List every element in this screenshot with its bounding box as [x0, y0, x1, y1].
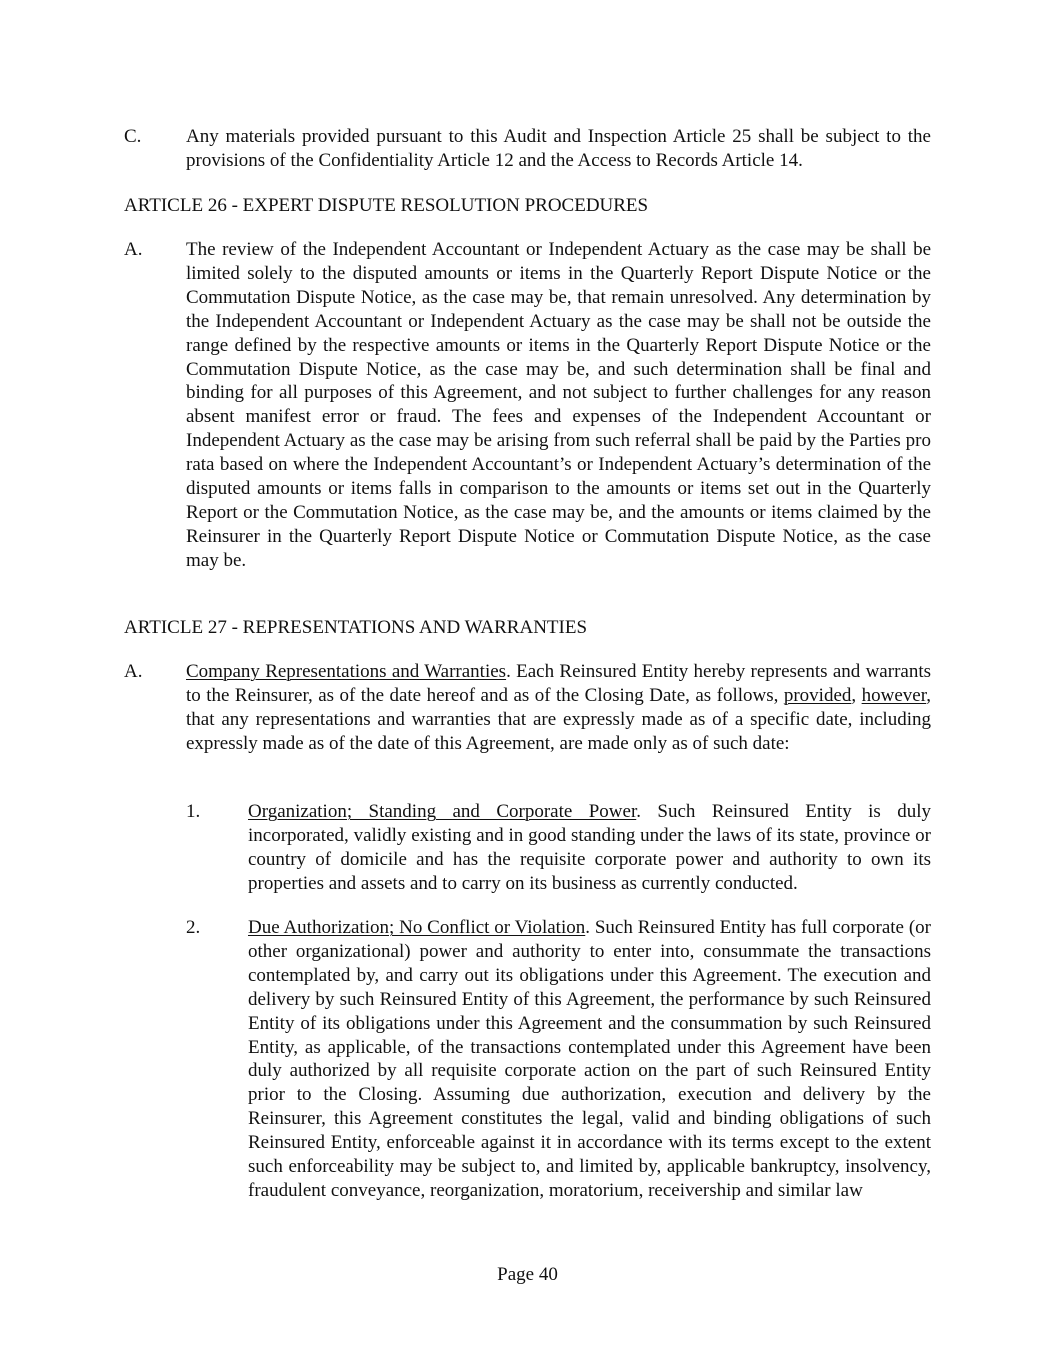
- item-2-body: . Such Reinsured Entity has full corporate (or other organizational) power and authority to enter into, consummate the transactions contemplated by, and carry out its obligations under this Agreement. The execution and delivery by such Reinsured Entity of this Agreement, the performance by such Reinsured Entity of its obligations under this Agreement and the consummation by such Reinsured Entity, as applicable, of the transactions contemplated under this Agreement have been duly authorized by all requisite corporate action on the part of such Reinsured Entity prior to the Closing. Assuming due authorization, execution and delivery by the Reinsurer, this Agreement constitutes the legal, valid and binding obligations of such Reinsured Entity, enforceable against it in accordance with its terms except to the extent such enforceability may be subject to, and limited by, applicable bankruptcy, insolvency, fraudulent conveyance, reorganization, moratorium, receivership and similar law: [248, 917, 931, 1201]
- article-27-item-2: [186, 916, 932, 1228]
- article-27-paragraph-a-comma: ,: [851, 684, 862, 706]
- article-27-paragraph-a-body-1: . Each Reinsured Entity hereby represents and warrants to the Reinsurer, as of the date hereof and as of the Closing Date, as follows,: [186, 661, 931, 706]
- item-1-marker: 1.: [186, 801, 201, 822]
- article-26-paragraph-a-marker: A.: [124, 239, 143, 260]
- article-27-paragraph-a: [124, 660, 932, 780]
- item-2-text: [248, 916, 931, 1203]
- however-term: however: [861, 684, 927, 706]
- paragraph-c: [124, 125, 932, 173]
- paragraph-c-text: Any materials provided pursuant to this Audit and Inspection Article 25 shall be subject to the provisions of the Confidentiality Article 12 and the Access to Records Article 14.: [186, 126, 931, 171]
- article-26-paragraph-a-text: The review of the Independent Accountant or Independent Actuary as the case may be shall be limited solely to the disputed amounts or items in the Quarterly Report Dispute Notice or the Commutation Dispute Notice, as the case may be, that remain unresolved. Any determination by the Independent Accountant or Independent Actuary as the case may be shall not be outside the range defined by the respective amounts or items in the Quarterly Report Dispute Notice or the Commutation Dispute Notice, as the case may be, and such determination shall be final and binding for all purposes of this Agreement, and not subject to further challenges for any reason absent manifest error or fraud. The fees and expenses of the Independent Accountant or Independent Actuary as the case may be arising from such referral shall be paid by the Parties pro rata based on where the Independent Accountant’s or Independent Actuary’s determination of the disputed amounts or items falls in comparison to the amounts or items set out in the Quarterly Report or the Commutation Notice, as the case may be, and the amounts or items claimed by the Reinsurer in the Quarterly Report Dispute Notice or Commutation Dispute Notice, as the case may be.: [186, 239, 931, 571]
- page-number: Page 40: [497, 1264, 558, 1285]
- article-26-heading: ARTICLE 26 - EXPERT DISPUTE RESOLUTION PROCEDURES: [124, 195, 649, 216]
- item-1-text: [248, 800, 931, 896]
- article-27-heading: ARTICLE 27 - REPRESENTATIONS AND WARRANTIES: [124, 617, 588, 638]
- article-27-item-1: [186, 800, 932, 896]
- article-27-paragraph-a-marker: A.: [124, 661, 143, 682]
- provided-term: provided: [783, 684, 852, 706]
- item-1-body: . Such Reinsured Entity is duly incorporated, validly existing and in good standing under the laws of its state, province or country of domicile and has the requisite corporate power and authority to own its properties and assets and to carry on its business as currently conducted.: [248, 801, 931, 894]
- item-2-marker: 2.: [186, 917, 201, 938]
- company-representations-title: Company Representations and Warranties: [186, 661, 507, 682]
- article-27-paragraph-a-body-2: , that any representations and warranties that are expressly made as of a specific date, including expressly made as of the date of this Agreement, are made only as of such date:: [186, 684, 932, 754]
- item-1-title: Organization; Standing and Corporate Power: [248, 801, 637, 822]
- article-27-paragraph-a-text: [186, 660, 931, 756]
- paragraph-c-marker: C.: [124, 126, 142, 147]
- article-26-paragraph-a: [124, 238, 932, 598]
- item-2-title: Due Authorization; No Conflict or Violation: [248, 917, 586, 938]
